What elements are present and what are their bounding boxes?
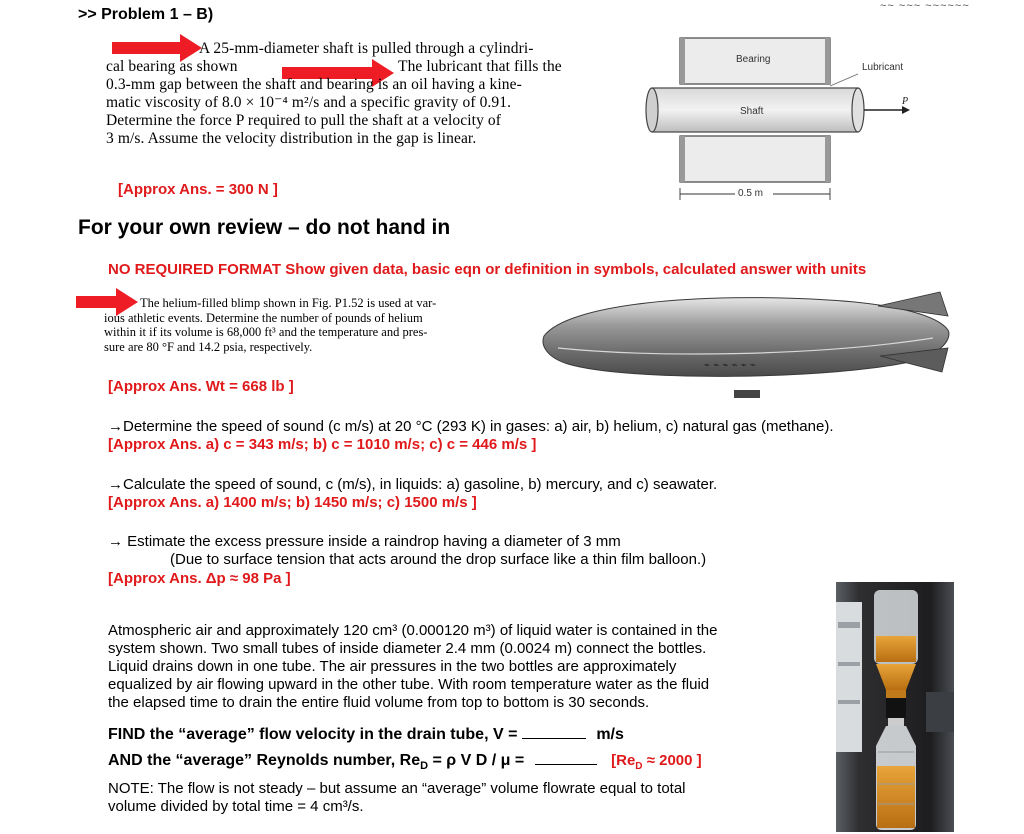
problem-statement [106, 40, 626, 148]
length-label: 0.5 m [738, 188, 764, 199]
reynolds-answer: [$Re_D \approx 2000$ ] [611, 752, 702, 772]
blimp-line: The helium-filled blimp shown in Fig. P1.52 is used at var- [140, 296, 437, 310]
shaft-bearing-diagram [640, 36, 940, 206]
format-note: NO REQUIRED FORMAT Show given data, basic eqn or definition in symbols, calculated answer with units [108, 261, 867, 278]
answer-sound-liquids: [Approx Ans. a) 1400 m/s; b) 1450 m/s; c) 1500 m/s ] [108, 494, 477, 511]
problem-line: 3 m/s. Assume the velocity distribution in the gap is linear. [106, 130, 477, 147]
question-raindrop: → Estimate the excess pressure inside a raindrop having a diameter of 3 mm [108, 533, 621, 550]
bottle-line: the elapsed time to drain the entire fluid volume from top to bottom is 30 seconds. [108, 694, 650, 711]
bottle-line: equalized by air flowing upward in the other tube. With room temperature water as the fluid [108, 676, 710, 693]
blimp-line: ious athletic events. Determine the number of pounds of helium [104, 310, 423, 325]
corner-text: ~~ ~~~ ~~~~~~ [880, 0, 970, 12]
blimp-statement [104, 296, 524, 354]
problem-line: cal bearing as shown The lubricant that fills the [106, 58, 562, 75]
find-velocity: FIND the “average” flow velocity in the drain tube, V = m/s [108, 726, 624, 743]
bottle-line: system shown. Two small tubes of inside diameter 2.4 mm (0.0024 m) connect the bottles. [108, 640, 707, 657]
problem-title: >> Problem 1 – B) [78, 6, 214, 23]
question-sound-gases: →Determine the speed of sound (c m/s) at 20 °C (293 K) in gases: a) air, b) helium, c) natural gas (methane). [108, 418, 834, 435]
answer-sound-gases: [Approx Ans. a) c = 343 m/s; b) c = 1010 m/s; c) c = 446 m/s ] [108, 436, 537, 453]
bottle-paragraph [108, 622, 808, 712]
question-sound-liquids: →Calculate the speed of sound, c (m/s), in liquids: a) gasoline, b) mercury, and c) seawater. [108, 476, 718, 493]
bottle-line: Atmospheric air and approximately 120 cm³ (0.000120 m³) of liquid water is contained in the [108, 622, 718, 639]
shaft-label: Shaft [740, 106, 764, 117]
reynolds-blank [535, 750, 597, 765]
problem-line: A 25-mm-diameter shaft is pulled through a cylindri- [199, 40, 534, 57]
blimp-answer: [Approx Ans. Wt = 668 lb ] [108, 378, 294, 395]
blimp-illustration [538, 286, 958, 408]
lubricant-label: Lubricant [862, 62, 904, 73]
problem-line: matic viscosity of 8.0 × 10⁻⁴ m²/s and a specific gravity of 0.91. [106, 94, 512, 111]
answer-raindrop: [Approx Ans. Δp ≈ 98 Pa ] [108, 570, 291, 587]
blimp-line: within it if its volume is 68,000 ft³ and the temperature and pres- [104, 325, 428, 339]
svg-text:⌁ ⌁ ⌁ ⌁ ⌁ ⌁: ⌁ ⌁ ⌁ ⌁ ⌁ ⌁ [704, 360, 757, 371]
note [108, 780, 808, 816]
bearing-label: Bearing [736, 54, 771, 65]
blimp-line: sure are 80 °F and 14.2 psia, respectively. [104, 339, 313, 354]
problem-line: 0.3-mm gap between the shaft and bearing is an oil having a kine- [106, 76, 522, 93]
bottle-line: Liquid drains down in one tube. The air pressures in the two bottles are approximately [108, 658, 677, 675]
note-line: volume divided by total time = 4 cm³/s. [108, 798, 364, 815]
question-raindrop-note: (Due to surface tension that acts around the drop surface like a thin film balloon.) [170, 551, 707, 568]
force-label: P [902, 96, 909, 107]
note-line: NOTE: The flow is not steady – but assume an “average” volume flowrate equal to total [108, 780, 686, 797]
problem-line: Determine the force P required to pull the shaft at a velocity of [106, 112, 502, 129]
bottle-photo [836, 582, 954, 832]
review-heading: For your own review – do not hand in [78, 216, 451, 239]
velocity-blank [522, 724, 586, 739]
find-reynolds: AND the “average” Reynolds number, $Re_D = \rho$ V $D / \mu = [Re_D \approx 2000$ ] [108, 752, 702, 773]
problem1-answer: [Approx Ans. = 300 N ] [118, 181, 278, 198]
